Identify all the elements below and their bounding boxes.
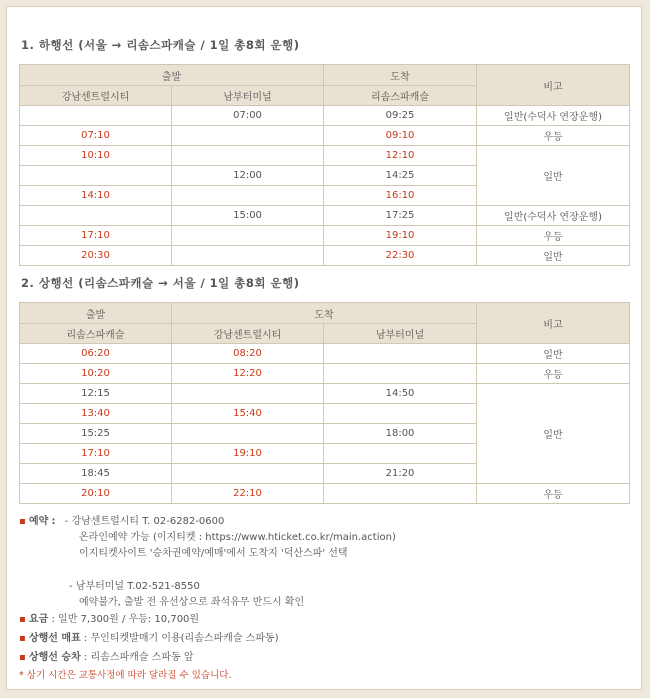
reserve-line-5: 예약불가, 출발 전 유선상으로 좌석유무 반드시 확인 [79,597,305,608]
table-cell: 21:20 [324,464,477,484]
bullet-icon: ▪ [19,516,26,527]
table-cell [324,484,477,504]
table-cell: 18:00 [324,424,477,444]
header-arrive: 도착 [324,65,477,86]
fare-value: 일반 7,300원 / 우등: 10,700원 [58,614,200,625]
header-depart: 출발 [20,65,324,86]
table-cell [172,424,324,444]
table-cell: 22:30 [324,246,477,266]
header-nambu: 남부터미널 [324,324,477,344]
downbound-timetable [19,64,630,266]
table-cell: 22:10 [172,484,324,504]
table-row [20,106,630,126]
table-cell: 08:20 [172,344,324,364]
table-cell: 12:10 [324,146,477,166]
header-gangnam: 강남센트럴시티 [172,324,324,344]
table-cell [324,344,477,364]
ticket-label: 상행선 매표 [28,633,81,644]
reserve-label: 예약 [28,516,49,527]
table-cell: 16:10 [324,186,477,206]
table-cell: 15:40 [172,404,324,424]
board-label: 상행선 승차 [28,652,81,663]
table-cell [172,186,324,206]
table-cell: 14:50 [324,384,477,404]
table-row [20,126,630,146]
header-gangnam: 강남센트럴시티 [20,86,172,106]
note-cell: 우등 [477,484,630,504]
downbound-title: 1. 하행선 (서울 → 리솜스파캐슬 / 1일 총8회 운행) [21,38,300,52]
reserve-colon: : [51,516,56,527]
reserve-line-3: 이지티켓사이트 '승차권예약/예매'에서 도착지 '덕산스파' 선택 [79,548,348,559]
ticket-value: 무인티켓발매기 이용(리솜스파캐슬 스파동) [90,633,279,644]
table-cell: 20:30 [20,246,172,266]
table-row [20,206,630,226]
header-resom: 리솜스파캐슬 [20,324,172,344]
note-cell: 일반 [477,146,630,206]
bullet-icon: ▪ [19,652,26,663]
table-cell: 09:25 [324,106,477,126]
table-cell: 15:00 [172,206,324,226]
header-note: 비고 [477,65,630,106]
table-cell [324,444,477,464]
table-row [20,384,630,404]
table-cell: 07:00 [172,106,324,126]
table-cell [172,226,324,246]
table-cell [324,404,477,424]
header-arrive: 도착 [172,303,477,324]
table-cell [172,126,324,146]
table-cell: 09:10 [324,126,477,146]
header-depart: 출발 [20,303,172,324]
table-cell: 17:10 [20,444,172,464]
ticket-note [19,629,279,644]
reserve-note [19,512,224,527]
table-cell: 10:20 [20,364,172,384]
table-cell [324,364,477,384]
table-row [20,246,630,266]
table-cell: 12:00 [172,166,324,186]
table-cell: 17:10 [20,226,172,246]
reserve-line-1: - 강남센트럴시티 T. 02-6282-0600 [64,516,225,527]
table-cell: 19:10 [324,226,477,246]
table-cell: 12:15 [20,384,172,404]
bullet-icon: ▪ [19,633,26,644]
note-cell: 우등 [477,226,630,246]
reserve-line-2: 온라인예약 가능 (이지티켓 : https://www.hticket.co.kr/main.action) [79,532,396,543]
note-cell: 우등 [477,126,630,146]
table-cell: 20:10 [20,484,172,504]
table-cell: 15:25 [20,424,172,444]
upbound-timetable [19,302,630,504]
bullet-icon: ▪ [19,614,26,625]
table-cell [20,206,172,226]
table-row [20,146,630,166]
header-note: 비고 [477,303,630,344]
fare-colon: : [51,614,55,625]
table-row [20,226,630,246]
header-resom: 리솜스파캐슬 [324,86,477,106]
table-cell: 10:10 [20,146,172,166]
reserve-line-4: - 남부터미널 T.02-521-8550 [69,581,200,592]
fare-label: 요금 [28,614,49,625]
table-cell: 18:45 [20,464,172,484]
board-colon: : [83,652,88,663]
table-cell [20,106,172,126]
table-cell: 14:10 [20,186,172,206]
note-cell: 일반 [477,344,630,364]
ticket-colon: : [83,633,88,644]
note-cell: 일반 [477,246,630,266]
note-cell: 일반(수덕사 연장운행) [477,106,630,126]
table-cell [172,384,324,404]
board-note [19,648,193,663]
fare-note [19,610,199,625]
table-cell: 12:20 [172,364,324,384]
table-cell: 17:25 [324,206,477,226]
schedule-warning: * 상기 시간은 교통사정에 따라 달라질 수 있습니다. [19,670,232,681]
table-cell [172,464,324,484]
content-panel [6,6,642,690]
upbound-title: 2. 상행선 (리솜스파캐슬 → 서울 / 1일 총8회 운행) [21,276,300,290]
table-cell: 14:25 [324,166,477,186]
board-value: 리솜스파캐슬 스파동 앞 [90,652,194,663]
table-cell [20,166,172,186]
table-row [20,364,630,384]
table-cell: 06:20 [20,344,172,364]
table-row [20,484,630,504]
header-nambu: 남부터미널 [172,86,324,106]
note-cell: 우등 [477,364,630,384]
table-cell [172,146,324,166]
table-row [20,344,630,364]
table-cell: 13:40 [20,404,172,424]
note-cell: 일반 [477,384,630,484]
table-cell [172,246,324,266]
table-cell: 07:10 [20,126,172,146]
table-cell: 19:10 [172,444,324,464]
note-cell: 일반(수덕사 연장운행) [477,206,630,226]
